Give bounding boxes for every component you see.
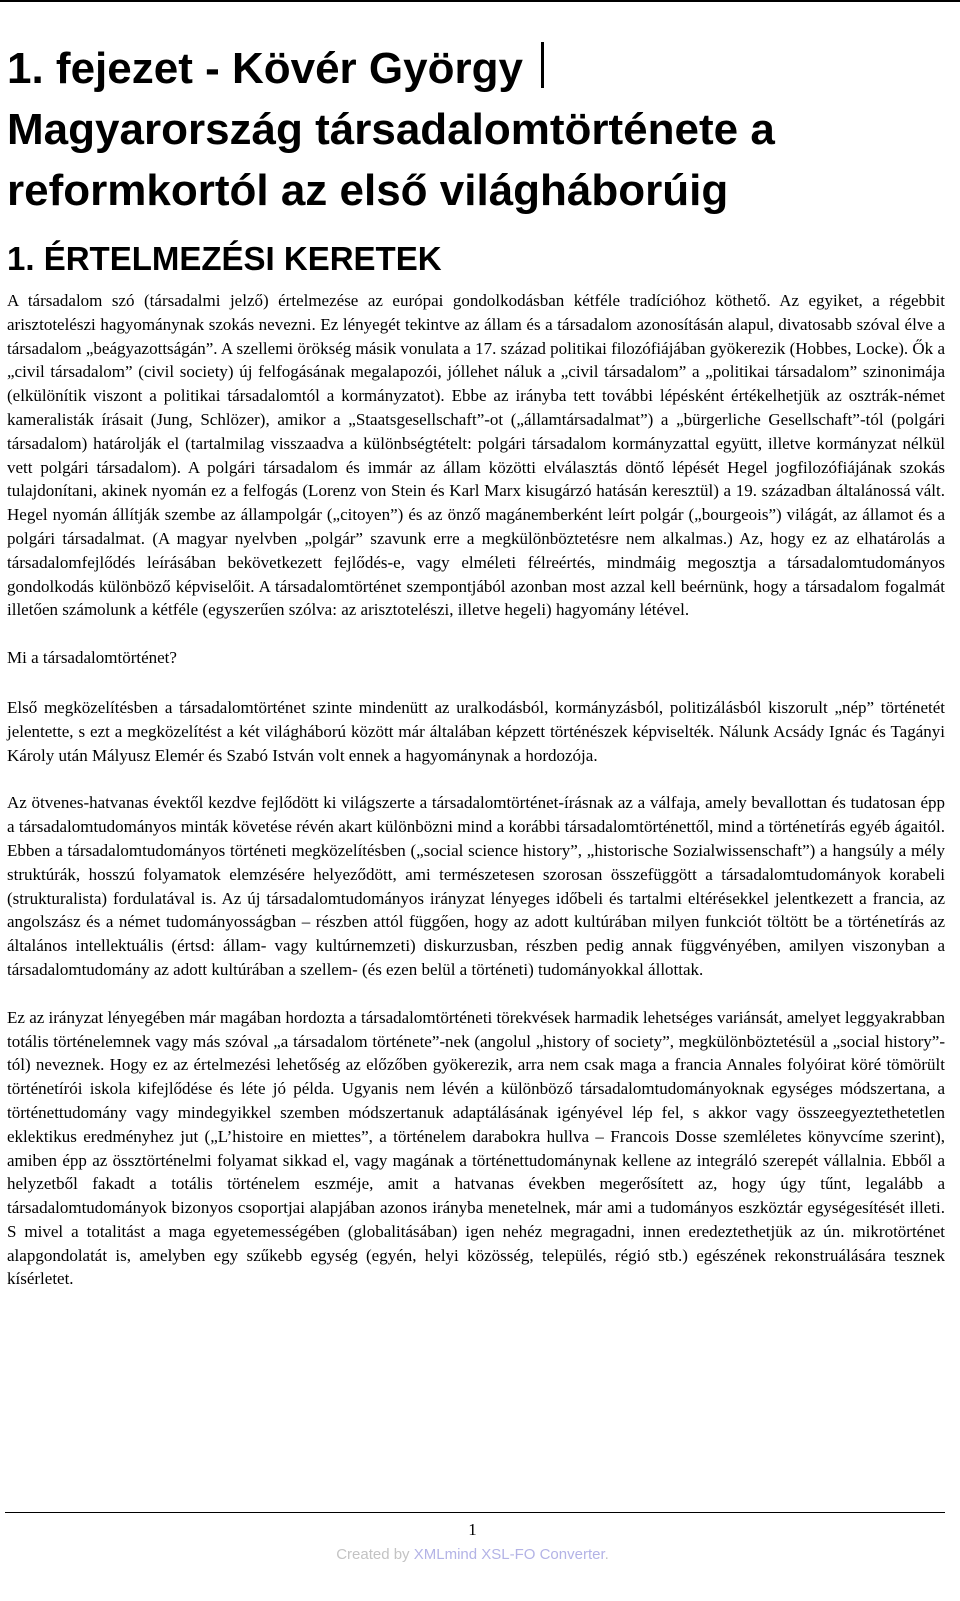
paragraph-3: Az ötvenes-hatvanas évektől kezdve fejlődött ki világszerte a társadalomtörténet-írásnak az a válfaja, amely bevallottan és tudatosan épp a társadalomtudományos minták követése révén akart különbözni mind a korábbi társadalomtörténettől, mind a történetírás egyéb ágaitól. Ebben a társadalomtudományos történeti megközelítésben („social science history”, „historische Sozialwissenschaft”) a hangsúly a mély struktúrák, hosszú folyamatok elemzésére helyeződött, ami természetesen szorosan összefüggött a társadalomtudományok korabeli (strukturalista) fordulatával is. Az új társadalomtudományos irányzat lényeges időbeli és tartalmi eltérésekkel jelentkezett a francia, az angolszász és a német tudományosságban – részben attól függően, hogy az adott kultúrában milyen funkciót töltött be a történetírás az általános intellektuális (értsd: állam- vagy kultúrnemzeti) diskurzusban, részben pedig annak függvényében, amilyen viszonyban a társadalomtudomány az adott kultúrában a szellem- (és ezen belül a történeti) tudományokkal állottak.	[7, 793, 945, 979]
paragraph-4: Ez az irányzat lényegében már magában hordozta a társadalomtörténeti törekvések harmadik lehetséges variánsát, amelyet leggyakrabban totális történelemnek vagy más szóval „a társadalom története”-nek (angolul „history of society”, megkülönböztetésül a „social history”-tól) neveznek. Hogy ez az értelmezési lehetőség az előzőben gyökerezik, arra nem csak maga a francia Annales folyóirat köré tömörült történetírói iskola kifejlődése és léte jó példa. Ugyanis nem lévén a különböző társadalomtudományoknak egységes módszertana, a történettudomány vagy mindegyikkel szemben módszertanuk adaptálásának igényével lép fel, s akkor vagy összeegyeztethetetlen eklektikus eredményhez jut („L’histoire en miettes”, a történelem darabokra hullva – Francois Dosse szemléletes könyvcíme szerint), amiben épp az össztörténelmi folyamat sikkad el, vagy magának a történettudománynak kellene az integráló szerepét vállalnia. Ebből a helyzetből fakadt a totális történelem eszméje, amit a hatvanas években megerősített az, hogy úgy tűnt, legalább a társadalomtudományok bizonyos csoportjai alapjában azonos irányba menetelnek, már ami a tudományos eszköztár egységesítését illeti. S mivel a totalitást a maga egyetemességében (globalitásában) igen nehéz megragadni, innen eredeztethetjük az ún. mikrotörténet alapgondolatát is, amelyben egy szűkebb egység (egyén, helyi közösség, település, régió stb.) egészének rekonstruálására tesznek kísérletet.	[7, 1007, 945, 1289]
section-heading: 1. ÉRTELMEZÉSI KERETEK	[7, 240, 442, 277]
converter-credit	[0, 1546, 945, 1563]
chapter-title-line-3: reformkortól az első világháborúig	[7, 166, 729, 215]
title-bar-divider	[541, 42, 544, 88]
chapter-title-line-2: Magyarország társadalomtörténete a	[7, 105, 775, 154]
footer-rule	[5, 1512, 945, 1513]
top-rule	[0, 0, 960, 2]
credit-prefix: Created by	[336, 1546, 414, 1563]
chapter-title-line-1: 1. fejezet - Kövér György	[7, 44, 523, 93]
credit-suffix: .	[604, 1546, 609, 1563]
page-number: 1	[468, 1520, 477, 1539]
paragraph-2: Első megközelítésben a társadalomtörténet szinte mindenütt az uralkodásból, kormányzásból, politizálásból kiszorult „nép” történetét jelentette, s ezt a megközelítést a két világháború között már általában képzett történészek képviselték. Nálunk Acsády Ignác és Tagányi Károly után Mályusz Elemér és Szabó István volt ennek a hagyománynak a hordozója.	[7, 697, 945, 765]
page-content	[7, 38, 945, 1315]
paragraph-question: Mi a társadalomtörténet?	[7, 648, 177, 668]
chapter-title	[7, 38, 945, 221]
credit-link[interactable]: XMLmind XSL-FO Converter	[413, 1546, 605, 1563]
paragraph-1: A társadalom szó (társadalmi jelző) értelmezése az európai gondolkodásban kétféle tradícióhoz köthető. Az egyiket, a régebbit arisztotelészi hagyománynak szokás nevezni. Ez lényegét tekintve az állam és a társadalom azonosításán alapul, divatosabb szóval élve a társadalom „beágyazottságán”. A szellemi örökség másik vonulata a 17. század politikai filozófiájában gyökerezik (Hobbes, Locke). Ők a „civil társadalom” (civil society) új felfogásának megalapozói, jóllehet náluk a „civil társadalom” a „politikai társadalom” szinonimája (elkülönítik viszont a politikai társadalomtól a kormányzatot). Ebbe az irányba tett további lépésként értékelhetjük az osztrák-német kameralisták írásait (Jung, Schlözer), amikor a „Staatsgesellschaft”-ot („államtársadalmat”) a „bürgerliche Gesellschaft”-tól (polgári társadalom) határolják el (tartalmilag visszaadva a különbségtételt: polgári társadalom kormányzattal együtt, illetve kormányzat nélkül vett polgári társadalom). A polgári társadalom és immár az állam közötti elválasztás döntő lépését Hegel jogfilozófiájának szokás tulajdonítani, akinek nyomán ez a felfogás (Lorenz von Stein és Karl Marx kisugárzó hatásán keresztül) a 19. században általánossá vált. Hegel nyomán állítják szembe az állampolgár („citoyen”) és az önző magánemberként leírt polgár („bourgeois”) világát, az államot és a polgári társadalmat. (A magyar nyelvben „polgár” szavunk erre a megkülönböztetésre nem alkalmas.) Az, hogy ez az elhatárolás a társadalomfejlődés leírásában bekövetkezett fejlődés-e, vagy elméleti félreértés, mindmáig megosztja a társadalomtudományos gondolkodás különböző képviselőit. A társadalomtörténet szempontjából azonban most azzal kell beérnünk, hogy a társadalom fogalmát illetően számolunk a kétféle (egyszerűen szólva: az arisztotelészi, illetve hegeli) hagyomány létével.	[7, 291, 945, 620]
